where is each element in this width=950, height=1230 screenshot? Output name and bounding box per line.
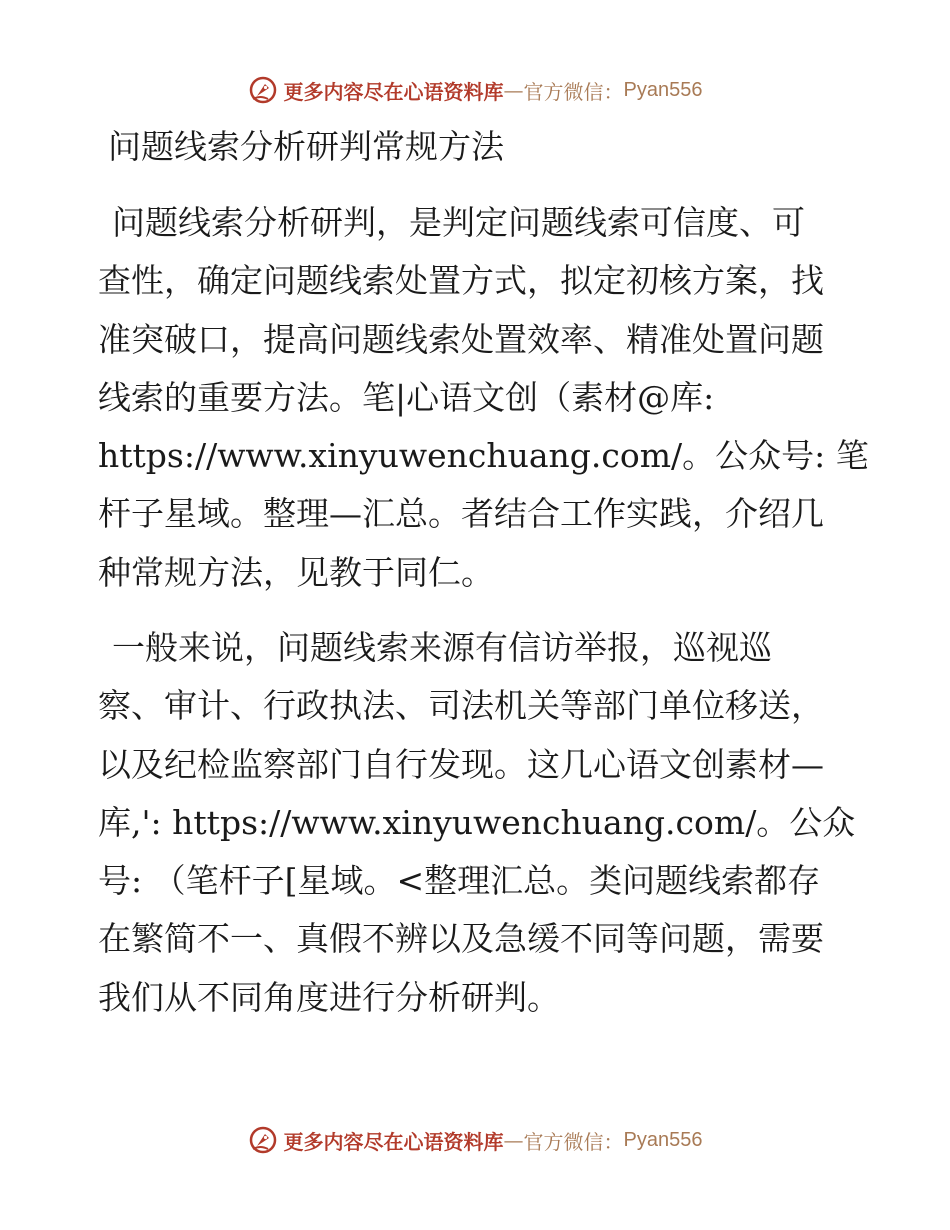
watermark-main-text: 更多内容尽在心语资料库 — [283, 1129, 504, 1154]
paragraph-line: 种常规方法，见教于同仁。 — [98, 552, 494, 592]
paragraph-line: 我们从不同角度进行分析研判。 — [98, 977, 560, 1017]
watermark-wechat-id: Pyan556 — [623, 1128, 703, 1151]
watermark-sub-text: 官方微信： — [523, 79, 624, 104]
paragraph-line: 杆子星域。整理—汇总。者结合工作实践，介绍几 — [98, 494, 824, 534]
watermark-dash: — — [503, 1128, 524, 1152]
paragraph-1 — [98, 194, 869, 602]
watermark-wechat-id: Pyan556 — [623, 78, 703, 101]
paragraph-2 — [98, 619, 858, 1027]
header-watermark — [0, 70, 950, 110]
footer-watermark — [0, 1120, 950, 1160]
paragraph-line: 查性，确定问题线索处置方式，拟定初核方案，找 — [98, 261, 824, 301]
paragraph-line: 库,': https://www.xinyuwenchuang.com/。公众 — [98, 802, 856, 842]
paragraph-line: 以及纪检监察部门自行发现。这几心语文创素材— — [98, 744, 824, 784]
paragraph-line: 在繁简不一、真假不辨以及急缓不同等问题，需要 — [98, 919, 824, 959]
watermark-dash: — — [503, 78, 524, 102]
pen-nib-logo-icon — [248, 75, 278, 105]
paragraph-line: 号: （笔杆子[星域。<整理汇总。类问题线索都存 — [98, 861, 821, 901]
watermark-main-text: 更多内容尽在心语资料库 — [283, 79, 504, 104]
paragraph-line: 察、审计、行政执法、司法机关等部门单位移送， — [98, 686, 824, 726]
watermark-sub-text: 官方微信： — [523, 1129, 624, 1154]
paragraph-line: https://www.xinyuwenchuang.com/。公众号: 笔 — [98, 436, 869, 476]
paragraph-line: 准突破口，提高问题线索处置效率、精准处置问题 — [98, 319, 824, 359]
document-title: 问题线索分析研判常规方法 — [108, 127, 504, 166]
paragraph-line: 问题线索分析研判，是判定问题线索可信度、可 — [112, 203, 805, 242]
pen-nib-logo-icon — [248, 1125, 278, 1155]
paragraph-line: 线索的重要方法。笔|心语文创（素材@库: — [98, 377, 715, 417]
paragraph-line: 一般来说，问题线索来源有信访举报，巡视巡 — [112, 628, 772, 667]
